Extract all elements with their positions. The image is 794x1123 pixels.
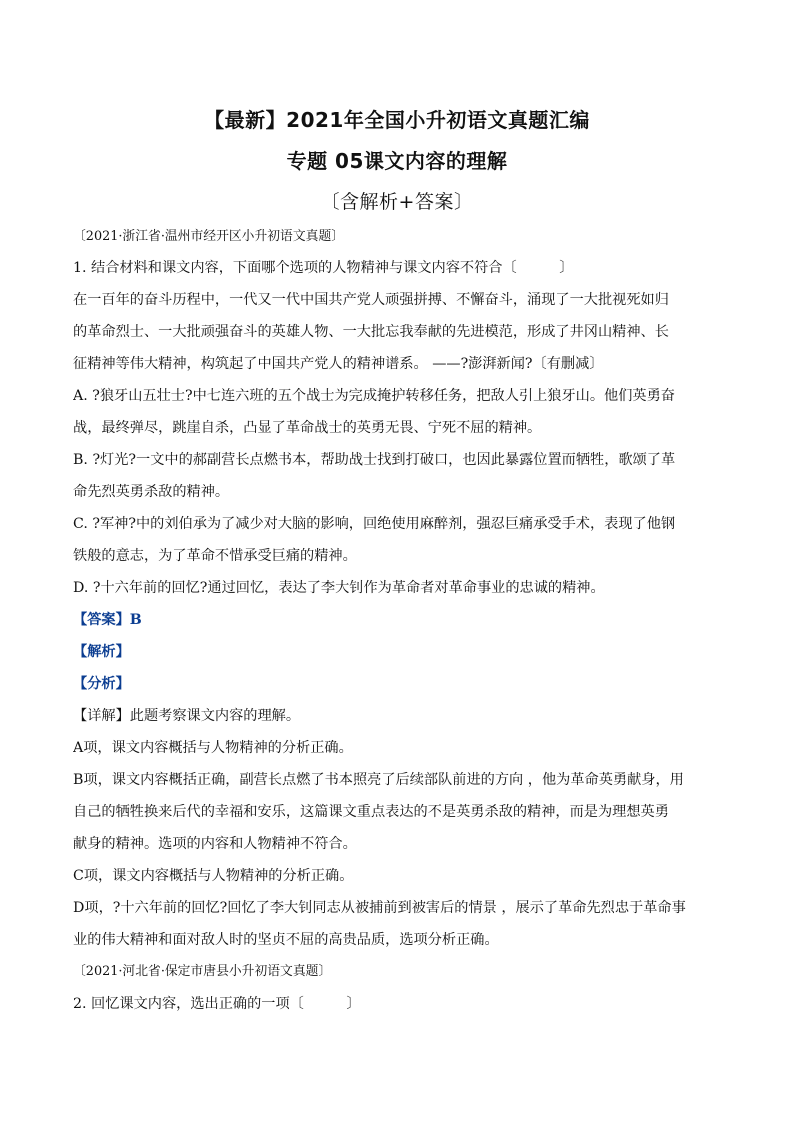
explanation-c: C项，课文内容概括与人物精神的分析正确。 <box>73 868 354 884</box>
material-line: 征精神等伟大精神，构筑起了中国共产党人的精神谱系。 ——?澎湃新闻?〔有删减〕 <box>73 356 604 372</box>
option-a-line: A. ?狼牙山五壮士?中七连六班的五个战士为完成掩护转移任务，把敌人引上狼牙山。他们英勇奋 <box>73 388 675 404</box>
document-title: 【最新】2021年全国小升初语文真题汇编 <box>204 108 590 132</box>
explanation-b-line: 自己的牺牲换来后代的幸福和安乐，这篇课文重点表达的不是英勇杀敌的精神，而是为理想英勇 <box>73 804 669 820</box>
detail-line: 【详解】此题考察课文内容的理解。 <box>73 708 301 724</box>
document-note: 〔含解析+答案〕 <box>320 191 474 213</box>
explanation-b-line: B项，课文内容概括正确，副营长点燃了书本照亮了后续部队前进的方向 ，他为革命英勇献身，用 <box>73 772 684 788</box>
answer-label: 【答案】B <box>73 612 142 628</box>
material-line: 的革命烈士、一大批顽强奋斗的英雄人物、一大批忘我奉献的先进模范，形成了井冈山精神、长 <box>73 324 669 340</box>
source-label: 〔2021·河北省·保定市唐县小升初语文真题〕 <box>73 964 332 979</box>
option-c-line: C. ?军神?中的刘伯承为了减少对大脑的影响，回绝使用麻醉剂，强忍巨痛承受手术，表现了他钢 <box>73 516 676 532</box>
analysis-subheading: 【分析】 <box>73 676 130 692</box>
option-b-line: B. ?灯光?一文中的郝副营长点燃书本，帮助战士找到打破口，也因此暴露位置而牺牲，歌颂了革 <box>73 452 676 468</box>
question-2-stem: 2. 回忆课文内容，选出正确的一项〔 〕 <box>73 996 361 1012</box>
explanation-d-line: D项，?十六年前的回忆?回忆了李大钊同志从被捕前到被害后的情景 ，展示了革命先烈忠于革命事 <box>73 900 686 916</box>
analysis-heading: 【解析】 <box>73 644 130 660</box>
explanation-d-line: 业的伟大精神和面对敌人时的坚贞不屈的高贵品质，选项分析正确。 <box>73 932 499 948</box>
question-1-stem: 1. 结合材料和课文内容，下面哪个选项的人物精神与课文内容不符合〔 〕 <box>73 260 574 276</box>
material-line: 在一百年的奋斗历程中，一代又一代中国共产党人顽强拼搏、不懈奋斗，涌现了一大批视死如归 <box>73 292 669 308</box>
option-b-line: 命先烈英勇杀敌的精神。 <box>73 484 230 500</box>
document-subtitle: 专题 05课文内容的理解 <box>286 149 508 173</box>
explanation-a: A项，课文内容概括与人物精神的分析正确。 <box>73 740 353 756</box>
option-d-line: D. ?十六年前的回忆?通过回忆，表达了李大钊作为革命者对革命事业的忠诚的精神。 <box>73 580 605 596</box>
option-a-line: 战，最终弹尽，跳崖自杀，凸显了革命战士的英勇无畏、宁死不屈的精神。 <box>73 420 542 436</box>
explanation-b-line: 献身的精神。选项的内容和人物精神不符合。 <box>73 836 357 852</box>
source-label: 〔2021·浙江省·温州市经开区小升初语文真题〕 <box>73 229 345 244</box>
option-c-line: 铁般的意志，为了革命不惜承受巨痛的精神。 <box>73 548 357 564</box>
